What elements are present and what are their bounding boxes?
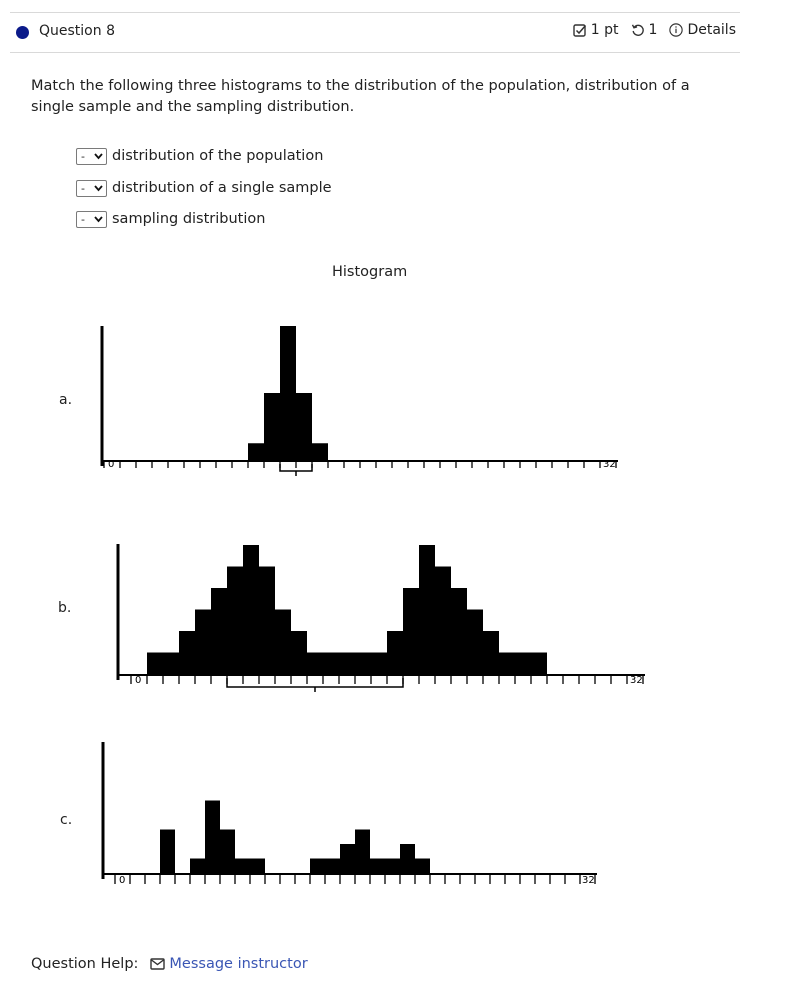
histogram-bar bbox=[259, 567, 275, 675]
histogram-bar bbox=[531, 653, 547, 675]
attempts-count: 1 bbox=[648, 22, 658, 38]
x-axis-end-label: 32 bbox=[630, 675, 643, 686]
histogram-bar bbox=[291, 631, 307, 674]
histogram-bar bbox=[205, 801, 220, 874]
match-select-sampling-distribution[interactable]: - bbox=[76, 211, 107, 228]
histogram-bar bbox=[147, 653, 163, 675]
histogram-bar bbox=[312, 443, 328, 460]
match-select-population[interactable]: - bbox=[76, 148, 107, 165]
histogram-bar bbox=[227, 567, 243, 675]
match-label: sampling distribution bbox=[112, 211, 266, 227]
match-label: distribution of a single sample bbox=[112, 179, 332, 196]
histogram-bar bbox=[435, 567, 451, 675]
histogram-bar bbox=[403, 588, 419, 674]
histogram-bar bbox=[340, 844, 355, 873]
histogram-bar bbox=[190, 859, 205, 874]
x-axis-end-label: 32 bbox=[582, 875, 595, 886]
histogram-bar bbox=[419, 545, 435, 674]
x-axis-end-label: 32 bbox=[603, 459, 616, 470]
histogram-bar bbox=[415, 859, 430, 874]
histogram-bar bbox=[220, 830, 235, 874]
match-label: distribution of the population bbox=[112, 148, 324, 164]
histogram-bar bbox=[280, 326, 296, 460]
histogram-bar bbox=[243, 545, 259, 674]
histogram-bar bbox=[515, 653, 531, 675]
histogram-bar bbox=[264, 393, 280, 460]
histogram-bar bbox=[385, 859, 400, 874]
mail-icon bbox=[150, 958, 165, 970]
histogram-bar bbox=[467, 610, 483, 675]
histogram-bar bbox=[371, 653, 387, 675]
histogram-bar bbox=[307, 653, 323, 675]
question-help bbox=[31, 956, 308, 972]
histogram-bar bbox=[483, 631, 499, 674]
histogram-bar bbox=[400, 844, 415, 873]
option-label-c: c. bbox=[60, 812, 73, 828]
histogram-bar bbox=[211, 588, 227, 674]
help-label: Question Help: bbox=[31, 956, 139, 972]
histogram-bar bbox=[339, 653, 355, 675]
histogram-bar bbox=[451, 588, 467, 674]
histogram-title: Histogram bbox=[332, 264, 408, 280]
sample-bracket bbox=[227, 678, 403, 687]
option-label-a: a. bbox=[59, 392, 73, 408]
option-label-b: b. bbox=[58, 600, 72, 616]
histogram-bar bbox=[160, 830, 175, 874]
histogram-bar bbox=[179, 631, 195, 674]
message-instructor-link[interactable]: Message instructor bbox=[169, 956, 308, 972]
histogram-bar bbox=[355, 653, 371, 675]
histogram-bar bbox=[355, 830, 370, 874]
question-title: Question 8 bbox=[39, 23, 115, 39]
histogram-bar bbox=[235, 859, 250, 874]
histogram-bar bbox=[250, 859, 265, 874]
question-prompt: Match the following three histograms to the distribution of the population, distribution of a single sample and the sampling distribution. bbox=[31, 78, 690, 115]
histogram-bar bbox=[499, 653, 515, 675]
histogram-bar bbox=[323, 653, 339, 675]
details-link[interactable]: Details bbox=[687, 22, 736, 38]
histogram-bar bbox=[296, 393, 312, 460]
points-label: 1 pt bbox=[590, 22, 619, 38]
histogram-bar bbox=[195, 610, 211, 675]
match-select-single-sample[interactable]: - bbox=[76, 180, 107, 197]
histogram-bar bbox=[248, 443, 264, 460]
histogram-bar bbox=[163, 653, 179, 675]
histogram-bar bbox=[370, 859, 385, 874]
x-axis-start-label: 0 bbox=[108, 459, 115, 470]
histogram-bar bbox=[310, 859, 325, 874]
x-axis-start-label: 0 bbox=[119, 875, 126, 886]
histogram-bar bbox=[325, 859, 340, 874]
histogram-bar bbox=[387, 631, 403, 674]
x-axis-start-label: 0 bbox=[135, 675, 142, 686]
histogram-bar bbox=[275, 610, 291, 675]
